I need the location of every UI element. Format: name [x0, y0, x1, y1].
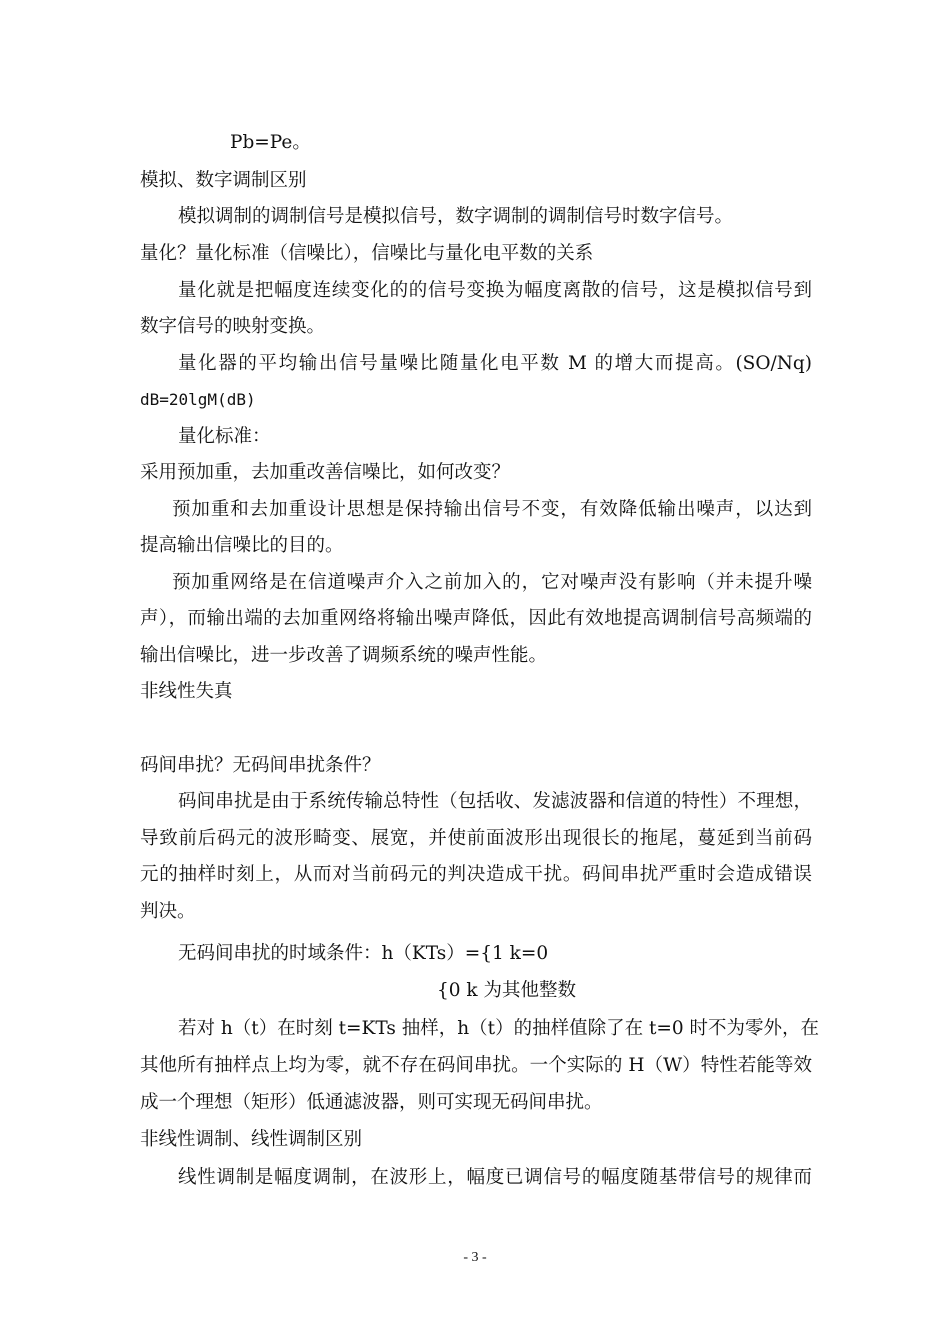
text-line: 声），而输出端的去加重网络将输出噪声降低，因此有效地提高调制信号高频端的	[140, 608, 812, 629]
text-line: 若对 h（t）在时刻 t=KTs 抽样，h（t）的抽样值除了在 t=0 时不为零外，在	[178, 1018, 820, 1039]
text-line: 码间串扰？无码间串扰条件？	[140, 755, 381, 776]
text-line: 提高输出信噪比的目的。	[140, 535, 344, 556]
text-line: 码间串扰是由于系统传输总特性（包括收、发滤波器和信道的特性）不理想，	[178, 791, 812, 812]
text-line: 模拟调制的调制信号是模拟信号，数字调制的调制信号时数字信号。	[178, 206, 734, 227]
text-line: 非线性调制、线性调制区别	[140, 1129, 363, 1150]
text-line: 线性调制是幅度调制，在波形上，幅度已调信号的幅度随基带信号的规律而	[178, 1167, 812, 1188]
text-line: 采用预加重，去加重改善信噪比，如何改变？	[140, 462, 511, 483]
text-line: dB=20lgM(dB)	[140, 390, 256, 409]
text-line: 无码间串扰的时域条件：h（KTs）={1 k=0	[178, 943, 549, 964]
text-line: Pb=Pe。	[230, 132, 311, 153]
text-line: 输出信噪比，进一步改善了调频系统的噪声性能。	[140, 645, 548, 666]
text-line: 元的抽样时刻上，从而对当前码元的判决造成干扰。码间串扰严重时会造成错误	[140, 864, 812, 885]
text-line: 预加重和去加重设计思想是保持输出信号不变，有效降低输出噪声，以达到	[172, 499, 812, 520]
text-line: 非线性失真	[140, 681, 233, 702]
text-line: 数字信号的映射变换。	[140, 316, 326, 337]
text-line: 量化？量化标准（信噪比），信噪比与量化电平数的关系	[140, 243, 594, 264]
text-line: 预加重网络是在信道噪声介入之前加入的，它对噪声没有影响（并未提升噪	[172, 572, 812, 593]
text-line: 量化就是把幅度连续变化的的信号变换为幅度离散的信号，这是模拟信号到	[178, 280, 812, 301]
text-line: 成一个理想（矩形）低通滤波器，则可实现无码间串扰。	[140, 1092, 603, 1113]
page-number: - 3 -	[463, 1250, 487, 1265]
text-line: 模拟、数字调制区别	[140, 170, 307, 191]
text-line: 量化器的平均输出信号量噪比随量化电平数 M 的增大而提高。(SO/Nq)	[178, 353, 812, 374]
text-line: 判决。	[140, 901, 196, 922]
text-line: 导致前后码元的波形畸变、展宽，并使前面波形出现很长的拖尾，蔓延到当前码	[140, 828, 812, 849]
text-line: 量化标准：	[178, 426, 271, 447]
text-line: 其他所有抽样点上均为零，就不存在码间串扰。一个实际的 H（W）特性若能等效	[140, 1055, 812, 1076]
text-line: {0 k 为其他整数	[437, 980, 577, 1001]
